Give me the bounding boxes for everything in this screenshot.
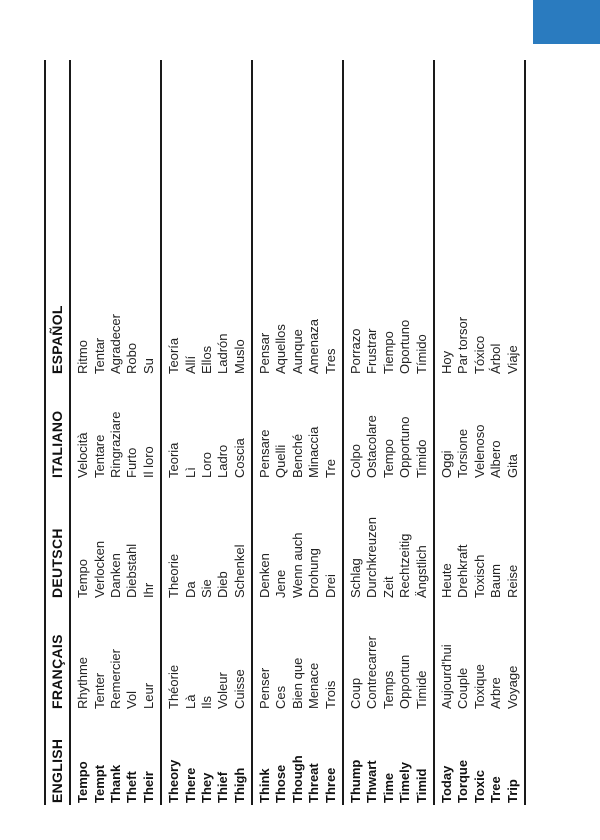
cell-english: Though: [289, 755, 305, 803]
page-tab-marker: [533, 0, 600, 44]
cell-german: Drehkraft: [455, 544, 471, 598]
header-english: ENGLISH: [45, 709, 70, 805]
cell-english: Threat: [306, 763, 322, 803]
cell-french: Là: [182, 694, 198, 709]
cell-german: Drohung: [306, 548, 322, 598]
cell-spanish: Tímido: [413, 60, 433, 374]
cell-german: Drei: [322, 478, 342, 598]
cell-french: Opportun: [397, 654, 413, 709]
cell-french: Contrecarrer: [364, 636, 380, 709]
header-italian: ITALIANO: [45, 374, 70, 478]
cell-spanish: Tiempo: [380, 331, 396, 374]
cell-italian: Ringraziare: [107, 411, 123, 478]
table-row: [504, 60, 524, 805]
cell-english: Toxic: [471, 770, 487, 803]
cell-english: Tempo: [75, 761, 91, 803]
cell-french: Temps: [380, 670, 396, 709]
cell-italian: Velocità: [75, 432, 91, 478]
cell-spanish: Pensar: [252, 60, 273, 374]
cell-spanish: Aunque: [289, 329, 305, 374]
cell-german: Theorie: [161, 478, 182, 598]
cell-german: Danken: [107, 553, 123, 598]
cell-french: Aujourd'hui: [434, 598, 455, 709]
cell-french: Arbre: [488, 677, 504, 709]
cell-english: Thank: [107, 764, 123, 803]
cell-spanish: Agradecer: [107, 314, 123, 374]
cell-english: Their: [141, 709, 161, 805]
cell-spanish: Par torsor: [455, 316, 471, 374]
cell-french: Théorie: [161, 598, 182, 709]
cell-italian: Ladro: [215, 444, 231, 478]
cell-spanish: Ellos: [198, 345, 214, 374]
cell-french: Trois: [322, 598, 342, 709]
cell-spanish: Tres: [322, 60, 342, 374]
cell-english: Theory: [161, 709, 182, 805]
table-body: [70, 60, 525, 805]
cell-spanish: Oportuno: [397, 319, 413, 374]
table-header-row: [45, 60, 70, 805]
header-french: FRANÇAIS: [45, 598, 70, 709]
cell-french: Ils: [198, 696, 214, 709]
cell-italian: Albero: [488, 440, 504, 478]
table-row: [182, 60, 198, 805]
cell-german: Wenn auch: [289, 532, 305, 598]
cell-italian: Tentare: [91, 434, 107, 478]
table-row: [141, 60, 161, 805]
cell-english: Today: [434, 709, 455, 805]
cell-german: Toxisch: [471, 554, 487, 598]
table-row: [381, 60, 397, 805]
cell-spanish: Teoría: [161, 60, 182, 374]
cell-german: Diebstahl: [124, 543, 140, 598]
cell-english: Thief: [215, 771, 231, 803]
table-row: [455, 60, 471, 805]
cell-english: Thump: [343, 709, 364, 805]
table-row: [252, 60, 273, 805]
cell-german: Da: [182, 581, 198, 598]
cell-spanish: Robo: [124, 342, 140, 374]
table-row: [434, 60, 455, 805]
cell-english: Tree: [488, 776, 504, 803]
cell-italian: Gita: [504, 374, 524, 478]
cell-french: Couple: [455, 667, 471, 709]
cell-italian: Tempo: [380, 438, 396, 478]
cell-english: Time: [380, 772, 396, 803]
cell-french: Cuisse: [232, 598, 252, 709]
cell-italian: Teoria: [161, 374, 182, 478]
cell-german: Ihr: [141, 478, 161, 598]
cell-english: Timid: [413, 709, 433, 805]
table-row: [322, 60, 342, 805]
cell-english: Trip: [504, 709, 524, 805]
cell-spanish: Árbol: [488, 343, 504, 374]
cell-german: Schlag: [343, 478, 364, 598]
cell-french: Vol: [124, 690, 140, 709]
table-row: [397, 60, 413, 805]
cell-italian: Ostacolare: [364, 415, 380, 478]
table-row: [232, 60, 252, 805]
cell-italian: Opportuno: [397, 416, 413, 478]
cell-french: Ces: [273, 685, 289, 709]
cell-spanish: Tóxico: [471, 335, 487, 374]
vocabulary-page: [44, 60, 520, 805]
cell-french: Rhythme: [75, 656, 91, 709]
cell-german: Heute: [434, 478, 455, 598]
cell-french: Voyage: [504, 598, 524, 709]
cell-italian: Minaccia: [306, 426, 322, 478]
cell-italian: Coscia: [232, 374, 252, 478]
vocabulary-table: [44, 60, 526, 805]
cell-italian: Oggi: [434, 374, 455, 478]
cell-french: Voleur: [215, 672, 231, 709]
cell-german: Zeit: [380, 576, 396, 598]
cell-german: Sie: [198, 579, 214, 598]
table-row: [70, 60, 91, 805]
cell-french: Toxique: [471, 664, 487, 709]
cell-french: Remercier: [107, 649, 123, 709]
table-row: [488, 60, 504, 805]
cell-spanish: Porrazo: [343, 60, 364, 374]
cell-french: Menace: [306, 662, 322, 709]
cell-spanish: Allí: [182, 355, 198, 374]
cell-german: Reise: [504, 478, 524, 598]
cell-english: Thwart: [364, 760, 380, 803]
cell-english: Timely: [397, 762, 413, 803]
cell-italian: Furto: [124, 447, 140, 478]
cell-english: Three: [322, 709, 342, 805]
cell-german: Ängstlich: [413, 478, 433, 598]
cell-italian: Pensare: [252, 374, 273, 478]
table-row: [290, 60, 306, 805]
cell-italian: Quelli: [273, 444, 289, 478]
table-row: [306, 60, 322, 805]
cell-italian: Lì: [182, 467, 198, 478]
cell-italian: Loro: [198, 451, 214, 478]
cell-italian: Velenoso: [471, 424, 487, 478]
cell-italian: Timido: [413, 374, 433, 478]
table-row: [215, 60, 231, 805]
cell-spanish: Muslo: [232, 60, 252, 374]
header-german: DEUTSCH: [45, 478, 70, 598]
cell-spanish: Aquellos: [273, 324, 289, 374]
cell-german: Tempo: [75, 558, 91, 598]
cell-french: Timide: [413, 598, 433, 709]
cell-italian: Torsione: [455, 428, 471, 478]
cell-german: Verlocken: [91, 540, 107, 598]
cell-english: There: [182, 767, 198, 803]
cell-spanish: Su: [141, 60, 161, 374]
table-row: [364, 60, 380, 805]
cell-italian: Tre: [322, 374, 342, 478]
table-row: [413, 60, 433, 805]
cell-english: Think: [252, 709, 273, 805]
cell-italian: Il loro: [141, 374, 161, 478]
cell-german: Durchkreuzen: [364, 517, 380, 598]
table-row: [91, 60, 107, 805]
table-row: [108, 60, 124, 805]
cell-french: Coup: [343, 598, 364, 709]
header-spanish: ESPAÑOL: [45, 60, 70, 374]
cell-german: Schenkel: [232, 478, 252, 598]
cell-english: Those: [273, 764, 289, 803]
cell-spanish: Frustrar: [364, 328, 380, 374]
cell-italian: Colpo: [343, 374, 364, 478]
cell-spanish: Amenaza: [306, 319, 322, 374]
cell-german: Jene: [273, 569, 289, 598]
table-row: [343, 60, 364, 805]
table-row: [472, 60, 488, 805]
table-row: [161, 60, 182, 805]
cell-english: Torque: [455, 759, 471, 803]
cell-english: Thigh: [232, 709, 252, 805]
cell-spanish: Ritmo: [75, 340, 91, 374]
cell-english: Tempt: [91, 764, 107, 803]
cell-english: They: [198, 772, 214, 803]
cell-french: Bien que: [289, 657, 305, 709]
cell-german: Baum: [488, 564, 504, 598]
cell-french: Penser: [252, 598, 273, 709]
table-row: [124, 60, 140, 805]
cell-french: Tenter: [91, 672, 107, 709]
table-row: [273, 60, 289, 805]
cell-italian: Benché: [289, 433, 305, 478]
rotated-table-wrapper: [44, 60, 520, 805]
table-row: [199, 60, 215, 805]
cell-spanish: Viaje: [504, 60, 524, 374]
cell-spanish: Ladrón: [215, 333, 231, 374]
cell-french: Leur: [141, 598, 161, 709]
cell-german: Denken: [252, 478, 273, 598]
cell-german: Dieb: [215, 571, 231, 598]
cell-spanish: Tentar: [91, 337, 107, 374]
cell-spanish: Hoy: [434, 60, 455, 374]
cell-german: Rechtzeitig: [397, 533, 413, 598]
cell-english: Theft: [124, 771, 140, 803]
